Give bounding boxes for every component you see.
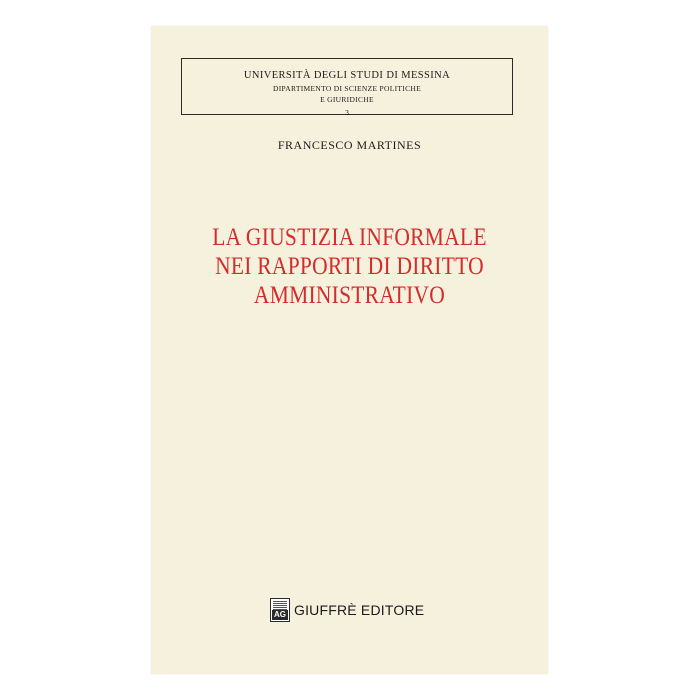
- publisher-name: GIUFFRÈ EDITORE: [294, 602, 425, 618]
- logo-ag: AG: [274, 610, 286, 619]
- series-box: [181, 58, 513, 115]
- book-cover: [151, 26, 548, 674]
- publisher: [270, 598, 424, 622]
- title-line-2: NEI RAPPORTI DI DIRITTO: [215, 253, 484, 280]
- title-line-3: AMMINISTRATIVO: [253, 282, 446, 309]
- title-line-1: LA GIUSTIZIA INFORMALE: [212, 224, 487, 251]
- logo-stripes: [273, 601, 287, 610]
- department-line-1: DIPARTIMENTO DI SCIENZE POLITICHE: [273, 84, 421, 93]
- author-name: FRANCESCO MARTINES: [277, 138, 422, 152]
- university-name: UNIVERSITÀ DEGLI STUDI DI MESSINA: [243, 70, 451, 81]
- department-line-2: E GIURIDICHE: [320, 95, 374, 104]
- publisher-logo-icon: [270, 598, 290, 622]
- book-title: [179, 223, 520, 310]
- series-number: 3: [345, 108, 349, 117]
